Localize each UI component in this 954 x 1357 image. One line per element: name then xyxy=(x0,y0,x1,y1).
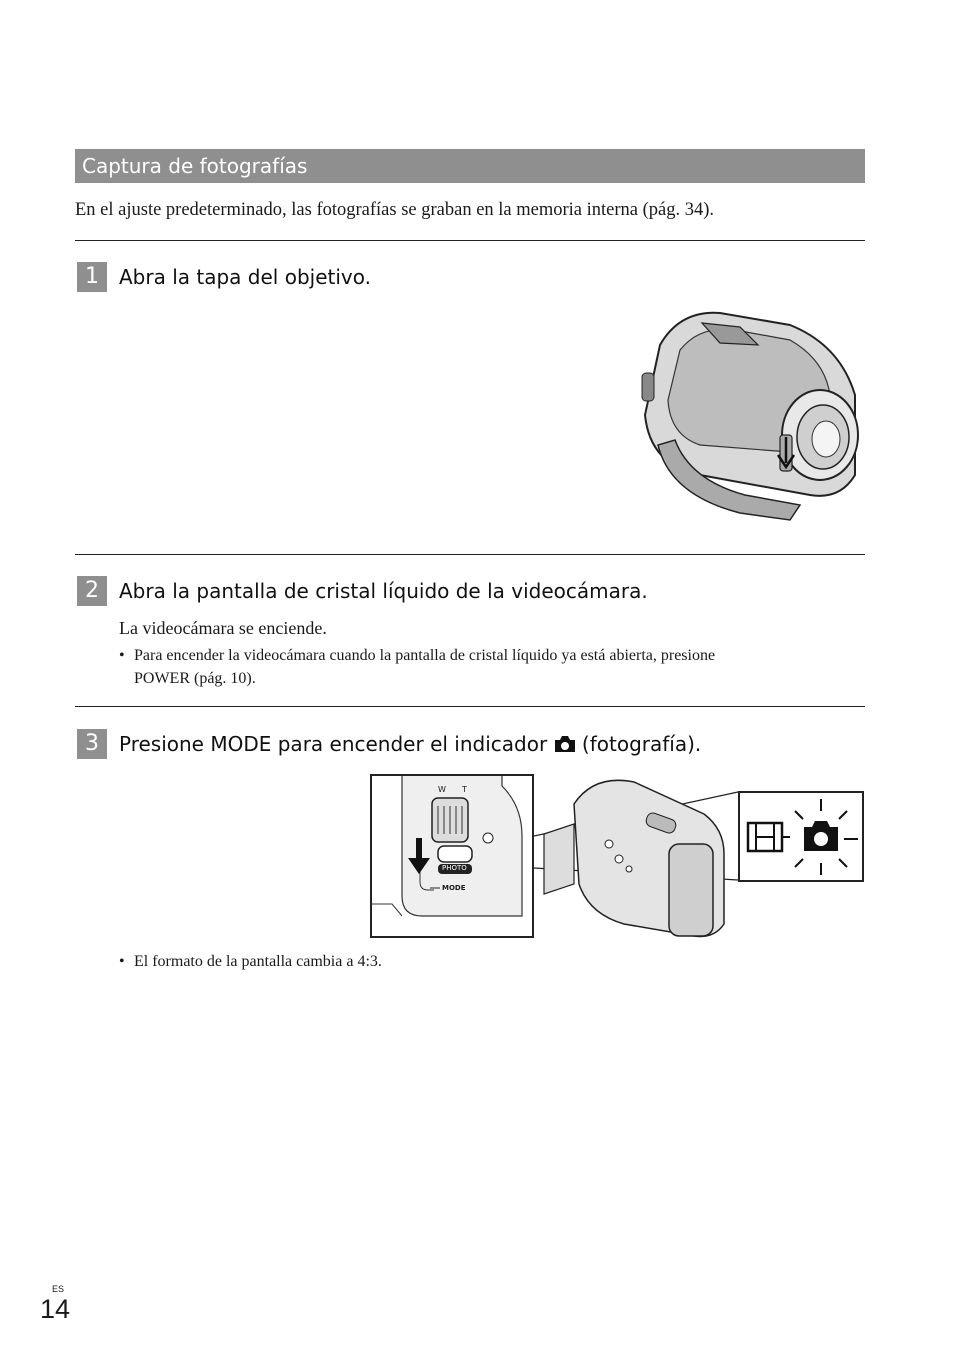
step-2-note-line-2: POWER (pág. 10). xyxy=(134,670,256,687)
step-3-note xyxy=(119,950,382,973)
callout-lines xyxy=(534,774,740,940)
zoom-t-label: T xyxy=(462,785,467,794)
divider xyxy=(75,554,865,555)
step-1-title: Abra la tapa del objetivo. xyxy=(119,265,371,289)
divider xyxy=(75,240,865,241)
camera-icon xyxy=(804,821,838,851)
step-3-note-text: El formato de la pantalla cambia a 4:3. xyxy=(134,953,382,970)
step-3-title-suffix: (fotografía). xyxy=(581,732,702,756)
step-2-title: Abra la pantalla de cristal líquido de la videocámara. xyxy=(119,579,648,603)
step-2-badge: 2 xyxy=(77,576,107,606)
mode-indicator-box xyxy=(738,791,864,882)
film-icon xyxy=(748,823,790,851)
mode-label: MODE xyxy=(442,884,466,892)
step-1-badge: 1 xyxy=(77,262,107,292)
mode-indicator-graphic xyxy=(740,793,862,880)
bullet-icon: • xyxy=(119,953,125,970)
step-3-title-text: Presione MODE para encender el indicador xyxy=(119,732,548,756)
camcorder-lens-cover-illustration xyxy=(640,305,865,530)
step-3-badge: 3 xyxy=(77,729,107,759)
section-title: Captura de fotografías xyxy=(75,149,865,183)
step-2-note xyxy=(119,644,834,690)
photo-button-label: PHOTO xyxy=(442,864,467,872)
intro-paragraph: En el ajuste predeterminado, las fotografías se graban en la memoria interna (pág. 34). xyxy=(75,200,715,220)
mode-button-closeup xyxy=(370,774,534,938)
zoom-w-label: W xyxy=(438,785,446,794)
page-number: 14 xyxy=(40,1294,71,1324)
divider xyxy=(75,706,865,707)
page-language: ES xyxy=(52,1284,65,1294)
step-2-note-line-1: Para encender la videocámara cuando la pantalla de cristal líquido ya está abierta, presione xyxy=(134,647,716,664)
bullet-icon: • xyxy=(119,647,125,664)
camcorder-side-illustration xyxy=(372,776,532,936)
camera-icon xyxy=(554,735,576,753)
step-3-title xyxy=(119,729,701,759)
step-2-body: La videocámara se enciende. xyxy=(119,618,327,638)
